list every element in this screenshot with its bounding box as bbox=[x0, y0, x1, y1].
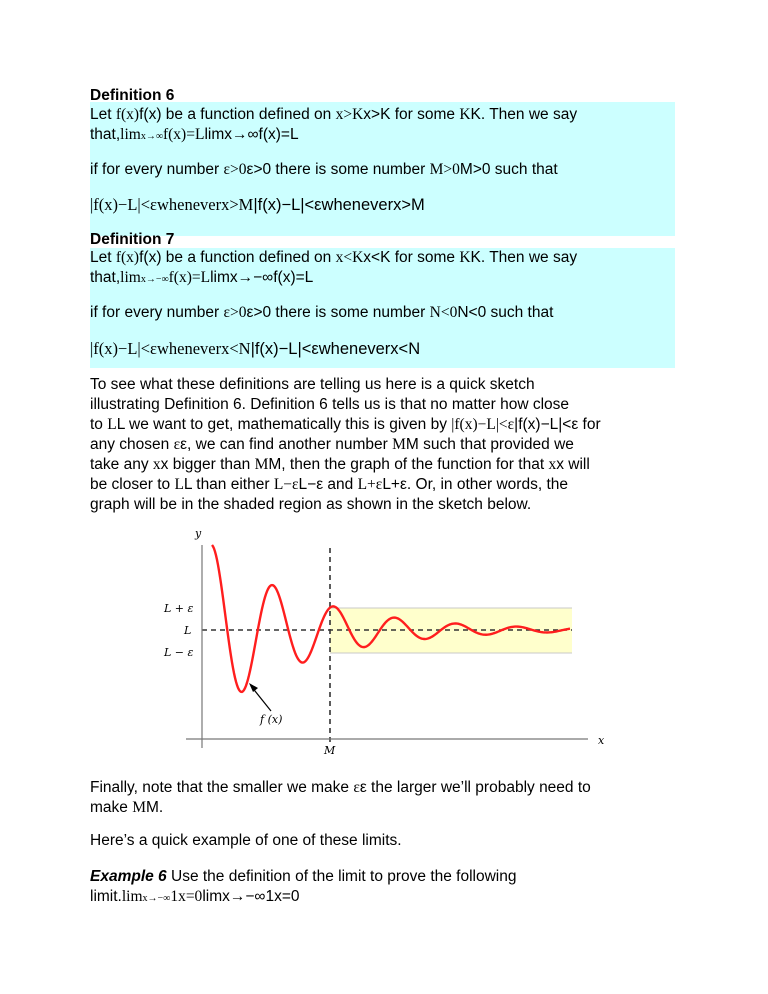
definition-6-condition: if for every number ε>0ε>0 there is some number M>0M>0 such that bbox=[90, 161, 558, 178]
definition-6-inequality: |f(x)−L|<εwheneverx>M|f(x)−L|<εwheneverx>M bbox=[90, 195, 425, 214]
definition-7-line-2: that,limx→−∞f(x)=Llimx→−∞f(x)=L bbox=[90, 269, 314, 286]
definition-7-line-1: Let f(x)f(x) be a function defined on x<Kx<K for some KK. Then we say bbox=[90, 249, 578, 266]
f-label-arrowhead bbox=[249, 683, 258, 692]
definition-7-inequality: |f(x)−L|<εwheneverx<N|f(x)−L|<εwheneverx<N bbox=[90, 339, 421, 358]
quick-example-intro: Here’s a quick example of one of these limits. bbox=[90, 832, 402, 849]
l-minus-epsilon-label: L − ε bbox=[164, 646, 194, 659]
definition-7-title: Definition 7 bbox=[90, 231, 175, 248]
l-plus-epsilon-label: L + ε bbox=[164, 602, 194, 615]
finally-paragraph: Finally, note that the smaller we make εε the larger we’ll probably need to make MM. bbox=[90, 779, 591, 816]
l-label: L bbox=[184, 624, 192, 637]
m-label: M bbox=[324, 744, 336, 757]
definition-7-condition: if for every number ε>0ε>0 there is some number N<0N<0 such that bbox=[90, 304, 554, 321]
definition-6-line-1: Let f(x)f(x) be a function defined on x>Kx>K for some KK. Then we say bbox=[90, 106, 578, 123]
definition-6-line-2: that,limx→∞f(x)=Llimx→∞f(x)=L bbox=[90, 126, 299, 143]
y-axis-label: y bbox=[195, 527, 202, 540]
f-of-x-label: f (x) bbox=[260, 713, 283, 726]
definition-6-title: Definition 6 bbox=[90, 87, 175, 104]
example-6: Example 6 Use the definition of the limit to prove the following limit.limx→−∞1x=0limx→−∞1x=0 bbox=[90, 868, 517, 905]
example-6-label: Example 6 bbox=[90, 868, 167, 885]
x-axis-label: x bbox=[598, 734, 605, 747]
limit-sketch-figure bbox=[150, 520, 620, 765]
explanation-paragraph: To see what these definitions are telling us here is a quick sketch illustrating Definition 6. Definition 6 tells us is that no matter how close to LL we want to get, mathematically this is given by |f(x)−L|<ε|f(x)−L|<ε for any chosen εε, we can find another number MM such that provided we take any xx bigger than MM, then the graph of the function for that xx will be closer to LL than either L−εL−ε and L+εL+ε. Or, in other words, the graph will be in the shaded region as shown in the sketch below. bbox=[90, 376, 601, 513]
